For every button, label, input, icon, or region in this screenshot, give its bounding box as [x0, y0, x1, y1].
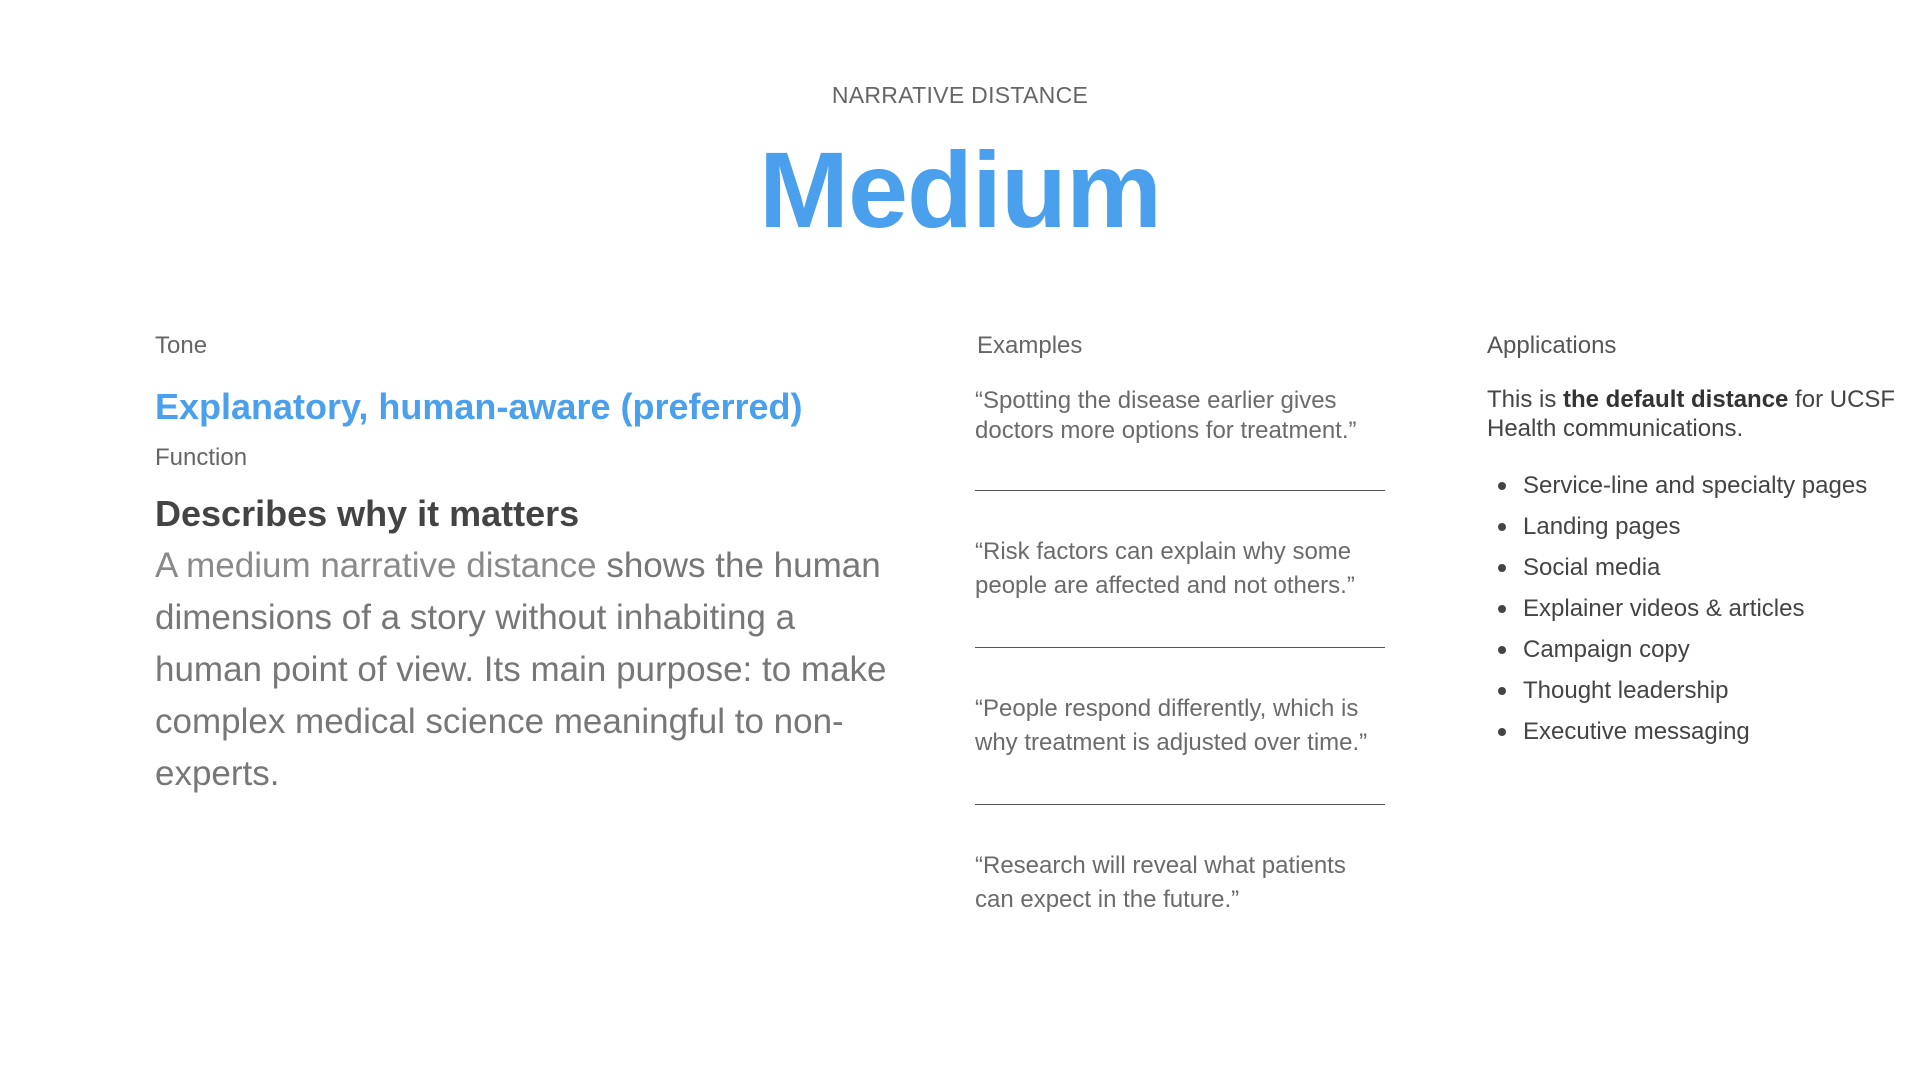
list-item: Executive messaging	[1487, 711, 1907, 752]
applications-label: Applications	[1487, 332, 1617, 359]
example-quote-4: “Research will reveal what patients can expect in the future.”	[975, 852, 1346, 913]
intro-text-bold: the default distance	[1563, 386, 1789, 413]
applications-column	[1487, 332, 1907, 752]
page-title: Medium	[758, 129, 1161, 250]
examples-list	[975, 386, 1385, 917]
applications-intro	[1487, 385, 1907, 443]
list-item: Landing pages	[1487, 506, 1907, 547]
examples-column	[975, 332, 1385, 917]
list-item: Social media	[1487, 547, 1907, 588]
list-item: Campaign copy	[1487, 629, 1907, 670]
function-description	[155, 540, 895, 800]
example-quote-2: “Risk factors can explain why some people are affected and not others.”	[975, 535, 1385, 648]
description-body: shows the human dimensions of a story without inhabiting a human point of view. Its main purpose: to make complex medical science meaningful to non-experts.	[155, 546, 887, 793]
description-lead: A medium narrative distance	[155, 546, 607, 585]
tone-label: Tone	[155, 332, 208, 359]
section-eyebrow: NARRATIVE DISTANCE	[831, 82, 1089, 108]
applications-list	[1487, 465, 1907, 752]
examples-label: Examples	[977, 332, 1083, 359]
intro-text-pre: This is	[1487, 386, 1564, 413]
list-item: Explainer videos & articles	[1487, 588, 1907, 629]
example-quote-1: “Spotting the disease earlier gives doctors more options for treatment.”	[975, 386, 1385, 491]
intro-text-post: for UCSF Health communications.	[1487, 386, 1896, 442]
tone-function-column	[155, 332, 895, 800]
list-item: Service-line and specialty pages	[1487, 465, 1907, 506]
tone-value: Explanatory, human-aware (preferred)	[155, 386, 803, 427]
function-value: Describes why it matters	[155, 493, 580, 534]
list-item: Thought leadership	[1487, 670, 1907, 711]
example-quote-3: “People respond differently, which is why treatment is adjusted over time.”	[975, 692, 1385, 805]
function-label: Function	[155, 444, 248, 471]
